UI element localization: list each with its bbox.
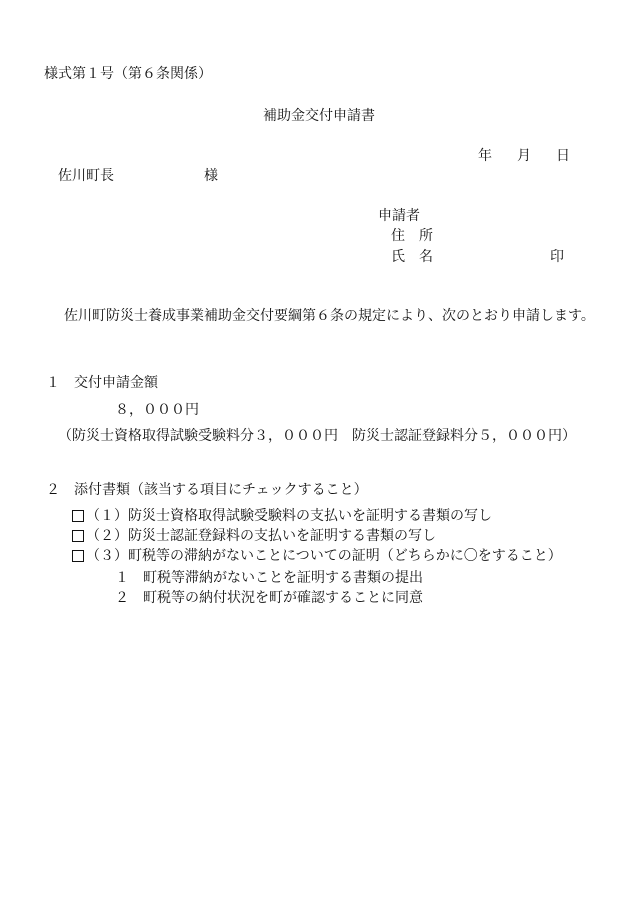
attachment-item-2[interactable] xyxy=(72,527,436,545)
form-number: 様式第１号（第６条関係） xyxy=(44,66,212,82)
attachment-item-label: （２）防災士認証登録料の支払いを証明する書類の写し xyxy=(86,528,436,544)
address-label: 住 所 xyxy=(391,228,433,244)
section2-heading: ２ 添付書類（該当する項目にチェックすること） xyxy=(46,482,368,498)
attachment-item-label: （３）町税等の滞納がないことについての証明（どちらかに〇をすること） xyxy=(86,548,562,564)
checkbox-icon[interactable] xyxy=(72,530,84,542)
application-statement: 佐川町防災士養成事業補助金交付要綱第６条の規定により、次のとおり申請します。 xyxy=(64,308,595,324)
addressee: 佐川町長 xyxy=(58,168,114,184)
tax-option-2: ２ 町税等の納付状況を町が確認することに同意 xyxy=(115,590,423,606)
tax-option-1: １ 町税等滞納がないことを証明する書類の提出 xyxy=(115,570,423,586)
name-label: 氏 名 xyxy=(391,249,433,265)
date-day-label: 日 xyxy=(556,148,570,164)
applicant-label: 申請者 xyxy=(378,208,420,224)
checkbox-icon[interactable] xyxy=(72,510,84,522)
section1-heading: １ 交付申請金額 xyxy=(46,375,158,391)
checkbox-icon[interactable] xyxy=(72,550,84,562)
addressee-suffix: 様 xyxy=(204,168,218,184)
amount-breakdown: （防災士資格取得試験受験料分３，０００円 防災士認証登録料分５，０００円） xyxy=(58,428,576,444)
document-title: 補助金交付申請書 xyxy=(263,108,375,124)
date-year-label: 年 xyxy=(478,148,492,164)
attachment-item-1[interactable] xyxy=(72,507,492,525)
attachment-item-3[interactable] xyxy=(72,547,562,565)
seal-mark: 印 xyxy=(550,249,564,265)
date-month-label: 月 xyxy=(517,148,531,164)
attachment-item-label: （１）防災士資格取得試験受験料の支払いを証明する書類の写し xyxy=(86,508,492,524)
requested-amount: ８，０００円 xyxy=(115,402,199,418)
